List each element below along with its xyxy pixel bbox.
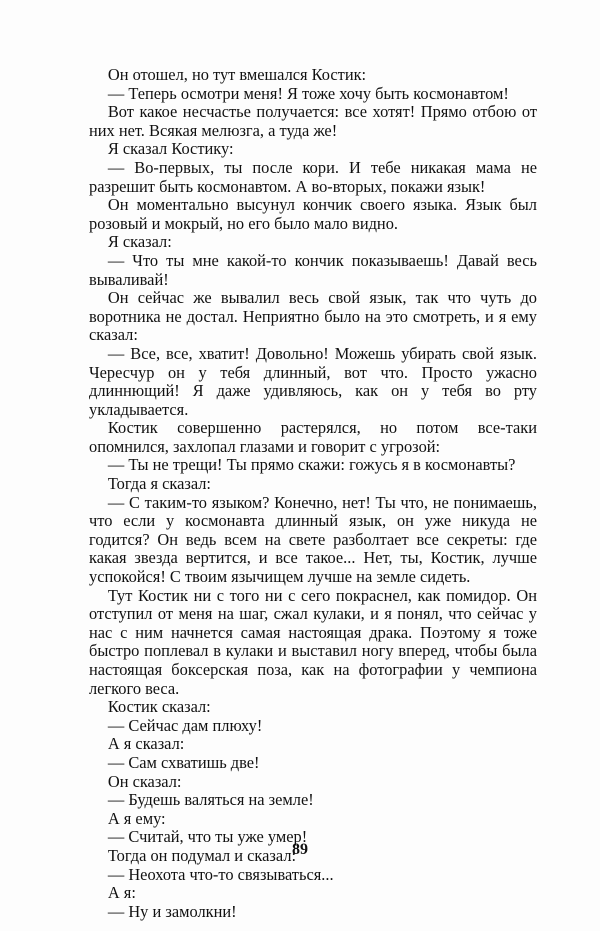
paragraph: — Во-первых, ты после кори. И тебе никакая мама не разрешит быть космонавтом. А во-вторых, покажи язык! bbox=[89, 157, 537, 196]
paragraph: — Ну и замолкни! bbox=[107, 901, 237, 921]
paragraph: Тогда он подумал и сказал: bbox=[107, 845, 297, 865]
paragraph: — Будешь валяться на земле! bbox=[107, 790, 314, 810]
paragraph: Он отошел, но тут вмешался Костик: bbox=[107, 65, 367, 84]
paragraph: — Сам схватишь две! bbox=[107, 752, 260, 772]
paragraph: Я сказал Костику: bbox=[107, 139, 234, 159]
paragraph: — С таким-то языком? Конечно, нет! Ты что, не понимаешь, что если у космонавта длинный язык, он уже никуда не годится? Он ведь всем на свете разболтает все секреты: где какая звезда вертится, и все такое... Нет, ты, Костик, лучше успокойся! С твоим язычищем лучше на земле сидеть. bbox=[89, 492, 537, 587]
paragraph: Тогда я сказал: bbox=[107, 474, 211, 494]
paragraph: А я ему: bbox=[107, 808, 166, 828]
paragraph: А я: bbox=[107, 883, 136, 903]
paragraph: — Теперь осмотри меня! Я тоже хочу быть космонавтом! bbox=[107, 83, 509, 103]
paragraph: — Неохота что-то связываться... bbox=[107, 864, 334, 884]
paragraph: — Все, все, хватит! Довольно! Можешь убирать свой язык. Чересчур он у тебя длинный, вот что. Просто ужасно длиннющий! Я даже удивляюсь, как он у тебя во рту укладывается. bbox=[89, 343, 537, 419]
paragraph: Он сказал: bbox=[107, 771, 182, 791]
paragraph: — Ты не трещи! Ты прямо скажи: гожусь я в космонавты? bbox=[107, 455, 516, 475]
paragraph: Вот какое несчастье получается: все хотят! Прямо отбою от них нет. Всякая мелюзга, а туда же! bbox=[89, 102, 537, 140]
paragraph: Костик совершенно растерялся, но потом все-таки опомнился, захлопал глазами и говорит с угрозой: bbox=[89, 418, 537, 456]
paragraph: Он сейчас же вывалил весь свой язык, так что чуть до воротника не достал. Неприятно было на это смотреть, и я ему сказал: bbox=[89, 288, 537, 345]
page-body-text bbox=[89, 66, 537, 921]
paragraph: Я сказал: bbox=[107, 232, 172, 252]
paragraph: Он моментально высунул кончик своего языка. Язык был розовый и мокрый, но его было мало видно. bbox=[89, 195, 537, 233]
paragraph: — Сейчас дам плюху! bbox=[107, 715, 263, 735]
paragraph: А я сказал: bbox=[107, 734, 185, 754]
paragraph: — Считай, что ты уже умер! bbox=[107, 827, 308, 847]
paragraph: Тут Костик ни с того ни с сего покраснел, как помидор. Он отступил от меня на шаг, сжал кулаки, и я понял, что сейчас у нас с ним начнется самая настоящая драка. Поэтому я тоже быстро поплевал в кулаки и выставил ногу вперед, чтобы была настоящая боксерская поза, как на фотографии у чемпиона легкого веса. bbox=[89, 585, 537, 698]
paragraph: Костик сказал: bbox=[107, 697, 211, 717]
page-number: 89 bbox=[292, 841, 308, 858]
paragraph: — Что ты мне какой-то кончик показываешь! Давай весь вываливай! bbox=[89, 250, 537, 289]
